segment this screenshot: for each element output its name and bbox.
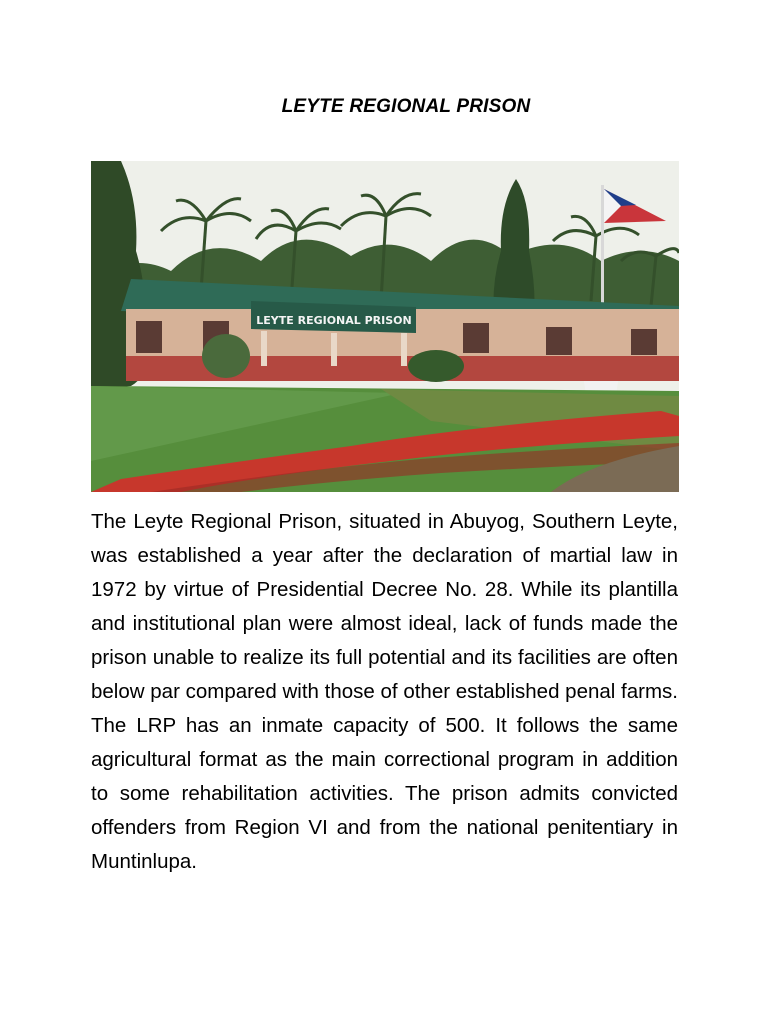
shrub <box>408 350 464 382</box>
document-title: LEYTE REGIONAL PRISON <box>281 96 531 117</box>
prison-photo <box>91 161 679 492</box>
entrance-sign: LEYTE REGIONAL PRISON <box>256 314 412 327</box>
body-paragraph: The Leyte Regional Prison, situated in Abuyog, Southern Leyte, was established a year after the declaration of martial law in 1972 by virtue of Presidential Decree No. 28. While its plantilla and institutional plan were almost ideal, lack of funds made the prison unable to realize its full potential and its facilities are often below par compared with those of other established penal farms. The LRP has an inmate capacity of 500. It follows the same agricultural format as the main correctional program in addition to some rehabilitation activities. The prison admits convicted offenders from Region VI and from the national penitentiary in Muntinlupa. <box>91 510 678 873</box>
